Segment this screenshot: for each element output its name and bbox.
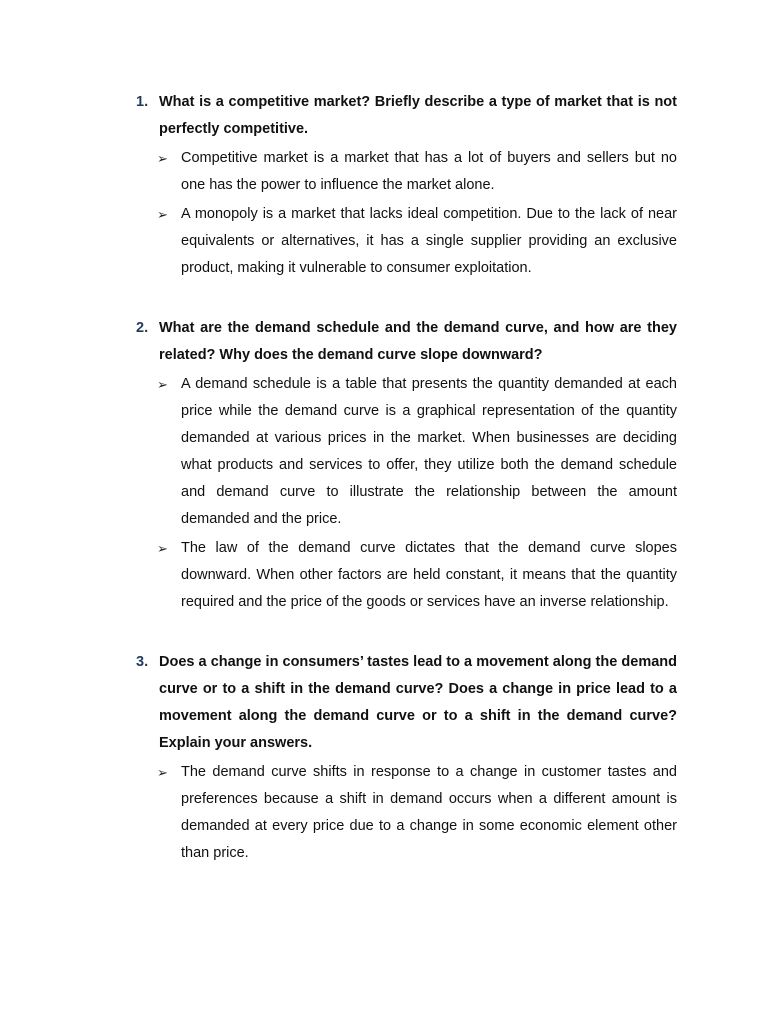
answer-list — [0, 371, 768, 616]
answer-item — [0, 759, 768, 867]
question-heading — [0, 89, 768, 143]
answer-item — [0, 371, 768, 533]
answer-item — [0, 535, 768, 616]
question-heading — [0, 649, 768, 757]
answer-item — [0, 145, 768, 199]
question-number: 3. — [136, 654, 149, 670]
arrow-bullet-icon: ➢ — [157, 207, 168, 222]
answer-text: The law of the demand curve dictates that the demand curve slopes downward. When other factors are held constant, it means that the quantity required and the price of the goods or services have an inverse relationship. — [181, 540, 677, 610]
question-text: Does a change in consumers’ tastes lead to a movement along the demand curve or to a shift in the demand curve? Does a change in price lead to a movement along the demand curve or to a shift in the demand curve? Explain your answers. — [159, 654, 677, 751]
answer-text: A monopoly is a market that lacks ideal competition. Due to the lack of near equivalents or alternatives, it has a single supplier providing an exclusive product, making it vulnerable to consumer exploitation. — [181, 206, 677, 276]
question-list — [0, 89, 768, 869]
question-text: What are the demand schedule and the demand curve, and how are they related? Why does the demand curve slope downward? — [159, 320, 677, 363]
question-item — [0, 649, 768, 867]
answer-text: The demand curve shifts in response to a change in customer tastes and preferences because a shift in demand occurs when a different amount is demanded at every price due to a change in some economic element other than price. — [181, 764, 677, 861]
question-text: What is a competitive market? Briefly describe a type of market that is not perfectly competitive. — [159, 94, 677, 137]
arrow-bullet-icon: ➢ — [157, 765, 168, 780]
arrow-bullet-icon: ➢ — [157, 377, 168, 392]
question-heading — [0, 315, 768, 369]
question-number: 1. — [136, 94, 149, 110]
answer-list — [0, 759, 768, 867]
question-number: 2. — [136, 320, 149, 336]
answer-list — [0, 145, 768, 282]
question-item — [0, 315, 768, 616]
question-item — [0, 89, 768, 282]
answer-text: A demand schedule is a table that presents the quantity demanded at each price while the demand curve is a graphical representation of the quantity demanded at various prices in the market. When businesses are deciding what products and services to offer, they utilize both the demand schedule and demand curve to illustrate the relationship between the amount demanded and the price. — [181, 376, 677, 527]
arrow-bullet-icon: ➢ — [157, 151, 168, 166]
arrow-bullet-icon: ➢ — [157, 541, 168, 556]
answer-text: Competitive market is a market that has a lot of buyers and sellers but no one has the power to influence the market alone. — [181, 150, 677, 193]
answer-item — [0, 201, 768, 282]
